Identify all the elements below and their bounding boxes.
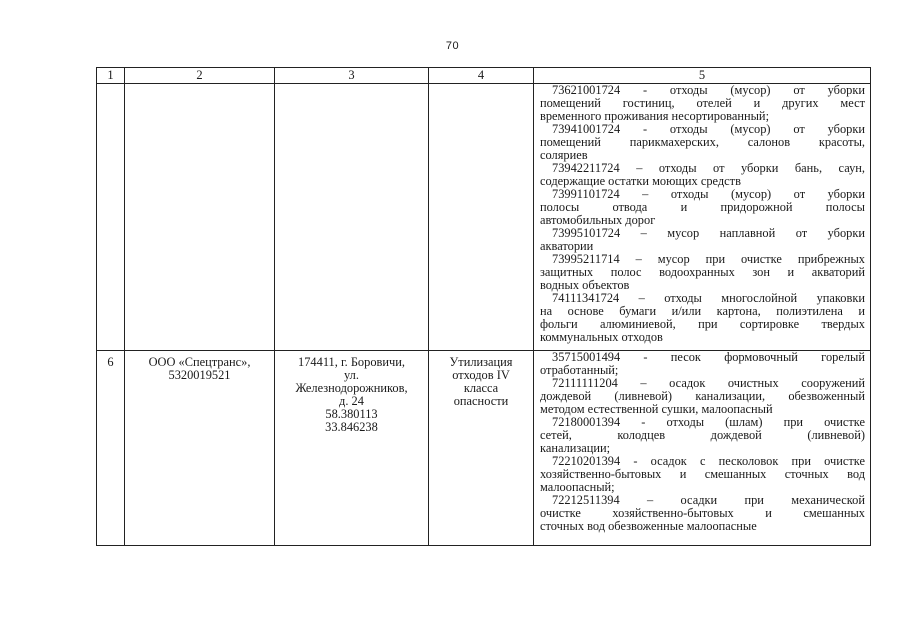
waste-code-line: 73991101724 – отходы (мусор) от уборки — [552, 187, 865, 201]
header-col-4: 4 — [429, 68, 534, 84]
waste-code-item — [534, 162, 870, 188]
header-col-2: 2 — [125, 68, 275, 84]
waste-code-item — [534, 351, 870, 377]
address-line: ул. — [344, 368, 359, 382]
waste-code-line: защитных полос водоохранных зон и акваторий — [540, 265, 865, 279]
org-inn: 5320019521 — [168, 368, 231, 382]
org-name: ООО «Спецтранс», — [148, 355, 251, 369]
waste-code-line: хозяйственно-бытовых и смешанных сточных вод — [540, 467, 865, 481]
waste-code-line: 72180001394 - отходы (шлам) при очистке — [552, 415, 865, 429]
header-col-1: 1 — [97, 68, 125, 84]
waste-code-line: временного проживания несортированный; — [540, 109, 770, 123]
address-line: д. 24 — [339, 394, 364, 408]
waste-code-line: 73941001724 - отходы (мусор) от уборки — [552, 122, 865, 136]
waste-code-item — [534, 416, 870, 455]
waste-code-item — [534, 292, 870, 344]
waste-code-line: 72212511394 – осадки при механической — [552, 493, 865, 507]
cell-address-empty — [275, 84, 429, 351]
table-row-6 — [97, 351, 871, 546]
waste-code-line: 73995211714 – мусор при очистке прибрежных — [552, 252, 865, 266]
waste-code-item — [534, 123, 870, 162]
header-col-3: 3 — [275, 68, 429, 84]
header-col-5: 5 — [534, 68, 871, 84]
waste-codes-list — [534, 351, 870, 533]
waste-code-line: водных объектов — [540, 278, 630, 292]
waste-code-line: помещений гостиниц, отелей и других мест — [540, 96, 865, 110]
waste-code-line: методом естественной сушки, малоопасный — [540, 402, 773, 416]
waste-code-line: малоопасный; — [540, 480, 615, 494]
waste-code-line: 35715001494 - песок формовочный горелый — [552, 350, 865, 364]
waste-code-line: 73942211724 – отходы от уборки бань, саун, — [552, 161, 865, 175]
cell-org-empty — [125, 84, 275, 351]
waste-code-line: очистке хозяйственно-бытовых и смешанных — [540, 506, 865, 520]
waste-code-line: 72210201394 - осадок с песколовок при очистке — [552, 454, 865, 468]
latitude: 58.380113 — [325, 407, 378, 421]
cell-num-empty — [97, 84, 125, 351]
waste-code-line: 72111111204 – осадок очистных сооружений — [552, 376, 865, 390]
waste-license-table — [96, 67, 871, 546]
waste-code-line: отработанный; — [540, 363, 619, 377]
activity-line: Утилизация — [449, 355, 513, 369]
waste-code-item — [534, 377, 870, 416]
waste-code-line: 74111341724 – отходы многослойной упаковки — [552, 291, 865, 305]
address-line: Железнодорожников, — [295, 381, 408, 395]
waste-code-line: автомобильных дорог — [540, 213, 656, 227]
waste-code-line: помещений парикмахерских, салонов красоты, — [540, 135, 865, 149]
waste-code-line: коммунальных отходов — [540, 330, 663, 344]
cell-activity-empty — [429, 84, 534, 351]
waste-code-item — [534, 455, 870, 494]
waste-code-item — [534, 227, 870, 253]
waste-code-line: сточных вод обезвоженные малоопасные — [540, 519, 757, 533]
waste-codes-list — [534, 84, 870, 344]
waste-code-line: на основе бумаги и/или картона, полиэтилена и — [540, 304, 865, 318]
waste-code-line: 73621001724 - отходы (мусор) от уборки — [552, 83, 865, 97]
waste-code-line: полосы отвода и придорожной полосы — [540, 200, 865, 214]
page-number: 70 — [445, 40, 460, 52]
address-line: 174411, г. Боровичи, — [298, 355, 405, 369]
cell-row-number: 6 — [97, 351, 125, 546]
waste-code-line: сетей, колодцев дождевой (ливневой) — [540, 428, 865, 442]
waste-code-item — [534, 494, 870, 533]
activity-line: класса — [463, 381, 499, 395]
waste-code-line: дождевой (ливневой) канализации, обезвоженный — [540, 389, 865, 403]
waste-code-item — [534, 253, 870, 292]
table-row-continuation — [97, 84, 871, 351]
cell-activity — [429, 351, 534, 546]
cell-waste-codes-continuation — [534, 84, 871, 351]
cell-organization — [125, 351, 275, 546]
activity-line: отходов IV — [452, 368, 510, 382]
table-header-row — [97, 68, 871, 84]
waste-code-line: 73995101724 – мусор наплавной от уборки — [552, 226, 865, 240]
waste-code-line: фольги алюминиевой, при сортировке твердых — [540, 317, 865, 331]
cell-waste-codes-row6 — [534, 351, 871, 546]
waste-code-line: акватории — [540, 239, 594, 253]
cell-address — [275, 351, 429, 546]
activity-line: опасности — [453, 394, 509, 408]
waste-code-line: соляриев — [540, 148, 588, 162]
waste-code-item — [534, 84, 870, 123]
longitude: 33.846238 — [325, 420, 378, 434]
waste-code-line: содержащие остатки моющих средств — [540, 174, 741, 188]
waste-code-item — [534, 188, 870, 227]
waste-code-line: канализации; — [540, 441, 611, 455]
